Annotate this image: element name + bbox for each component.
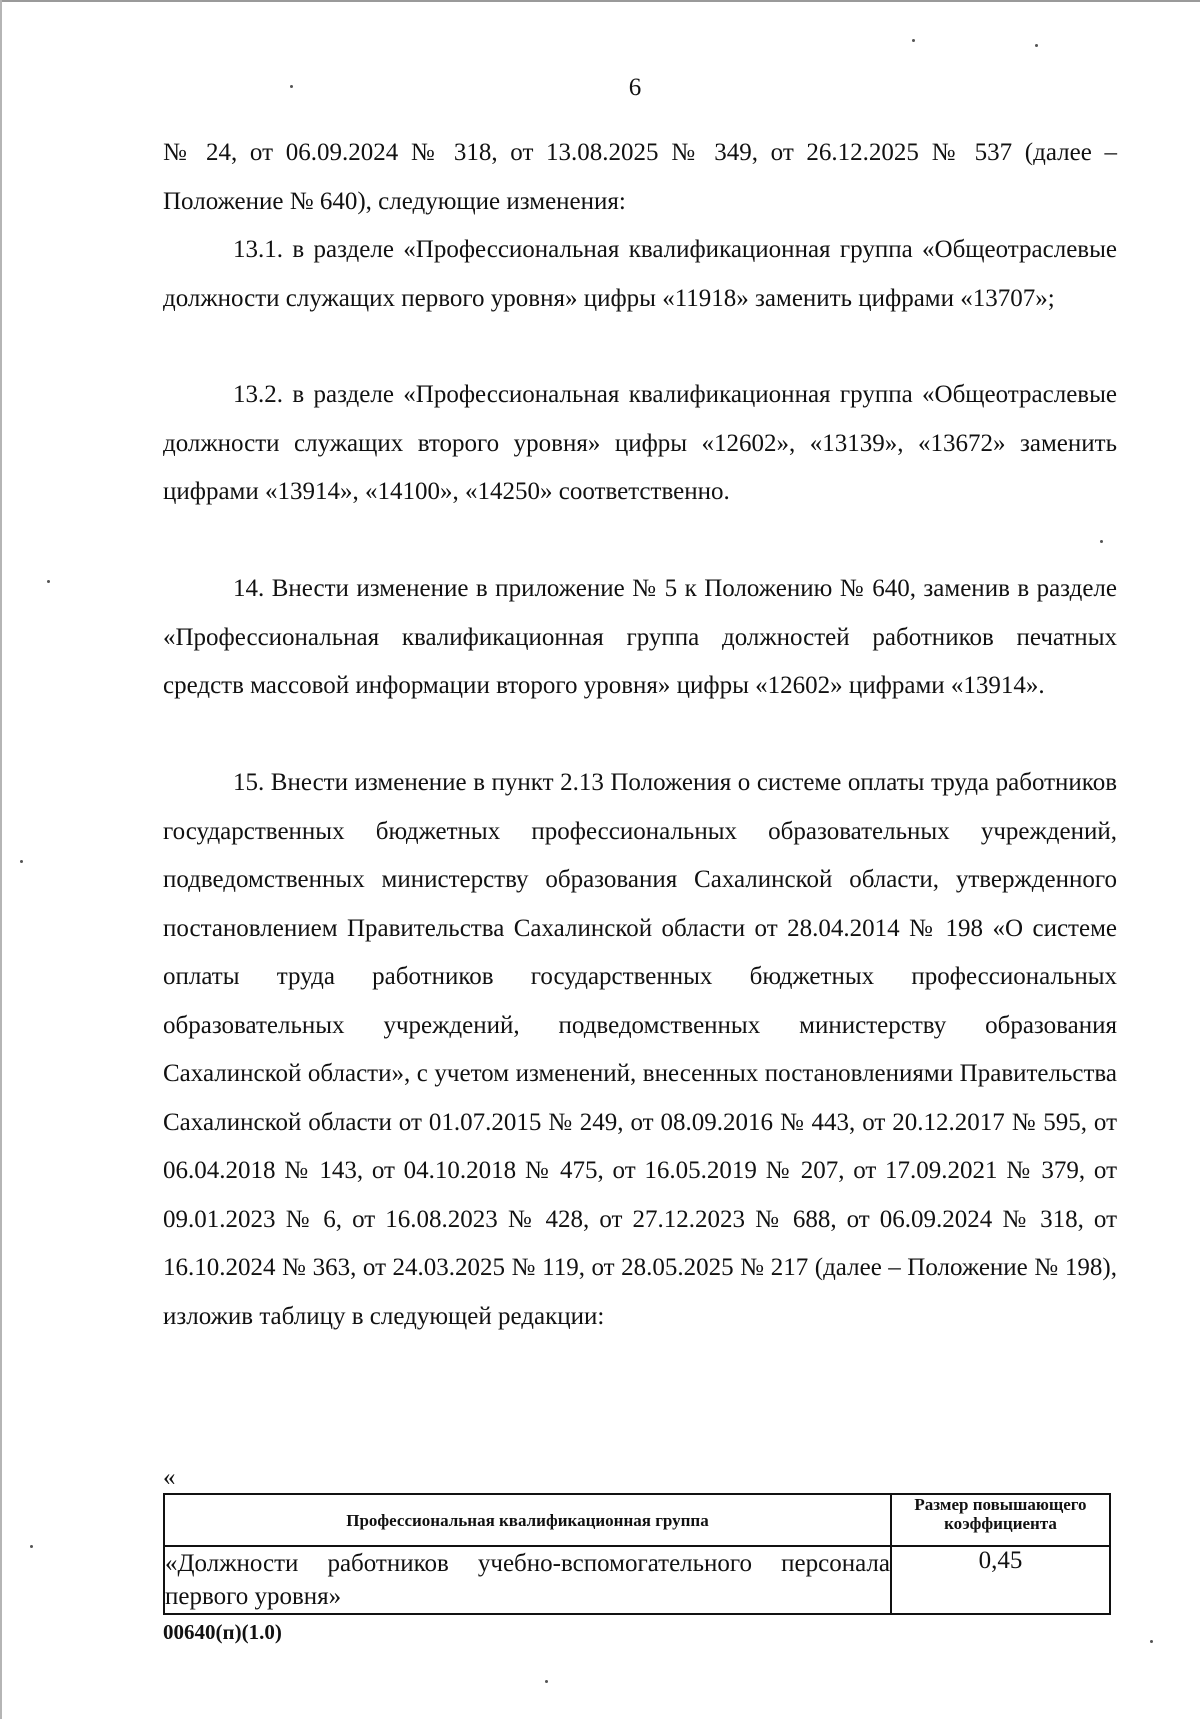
table-row xyxy=(164,1546,1110,1614)
paragraph-p1: № 24, от 06.09.2024 № 318, от 13.08.2025 № 349, от 26.12.2025 № 537 (далее – Положение № 640), следующие изменения: xyxy=(163,139,1117,215)
paragraph-13-1: 13.1. в разделе «Профессиональная квалификационная группа «Общеотраслевые должности служащих первого уровня» цифры «11918» заменить цифрами «13707»; xyxy=(163,236,1117,312)
scan-speck xyxy=(1100,540,1103,543)
scan-speck xyxy=(1150,1640,1153,1643)
scan-speck xyxy=(912,39,915,42)
paragraph-13-1-block xyxy=(163,226,1117,323)
paragraph-15: 15. Внести изменение в пункт 2.13 Положения о системе оплаты труда работников государственных бюджетных профессиональных образовательных учреждений, подведомственных министерству образования Сахалинской области, утвержденного постановлением Правительства Сахалинской области от 28.04.2014 № 198 «О системе оплаты труда работников государственных бюджетных профессиональных образовательных учреждений, подведомственных министерству образования Сахалинской области», с учетом изменений, внесенных постановлениями Правительства Сахалинской области от 01.07.2015 № 249, от 08.09.2016 № 443, от 20.12.2017 № 595, от 06.04.2018 № 143, от 04.10.2018 № 475, от 16.05.2019 № 207, от 17.09.2021 № 379, от 09.01.2023 № 6, от 16.08.2023 № 428, от 27.12.2023 № 688, от 06.09.2024 № 318, от 16.10.2024 № 363, от 24.03.2025 № 119, от 28.05.2025 № 217 (далее – Положение № 198), изложив таблицу в следующей редакции: xyxy=(163,769,1117,1330)
paragraph-13-2-block xyxy=(163,371,1117,517)
paragraph-continuation xyxy=(163,129,1117,226)
header-coefficient: Размер повышающего коэффициента xyxy=(891,1494,1110,1546)
scan-speck xyxy=(47,580,50,583)
scan-speck xyxy=(20,860,23,863)
table-header-row xyxy=(164,1494,1110,1546)
scan-top-edge xyxy=(0,0,1200,2)
document-code: 00640(п)(1.0) xyxy=(163,1620,282,1644)
paragraph-14-block xyxy=(163,565,1117,711)
paragraph-13-2: 13.2. в разделе «Профессиональная квалификационная группа «Общеотраслевые должности служащих второго уровня» цифры «12602», «13139», «13672» заменить цифрами «13914», «14100», «14250» соответственно. xyxy=(163,381,1117,505)
scan-speck xyxy=(290,85,293,88)
cell-qualification-group: «Должности работников учебно-вспомогательного персонала первого уровня» xyxy=(164,1546,891,1614)
scan-speck xyxy=(545,1680,548,1683)
header-qualification-group: Профессиональная квалификационная группа xyxy=(164,1494,891,1546)
page-number: 6 xyxy=(628,74,642,101)
scan-left-edge xyxy=(0,0,2,1719)
coefficient-table xyxy=(163,1493,1111,1615)
paragraph-14: 14. Внести изменение в приложение № 5 к Положению № 640, заменив в разделе «Профессиональная квалификационная группа должностей работников печатных средств массовой информации второго уровня» цифры «12602» цифрами «13914». xyxy=(163,575,1117,699)
table-open-quote: « xyxy=(163,1464,176,1491)
scan-speck xyxy=(1035,44,1038,47)
paragraph-15-block xyxy=(163,759,1117,1341)
cell-coefficient: 0,45 xyxy=(891,1546,1110,1614)
scan-speck xyxy=(30,1545,33,1548)
